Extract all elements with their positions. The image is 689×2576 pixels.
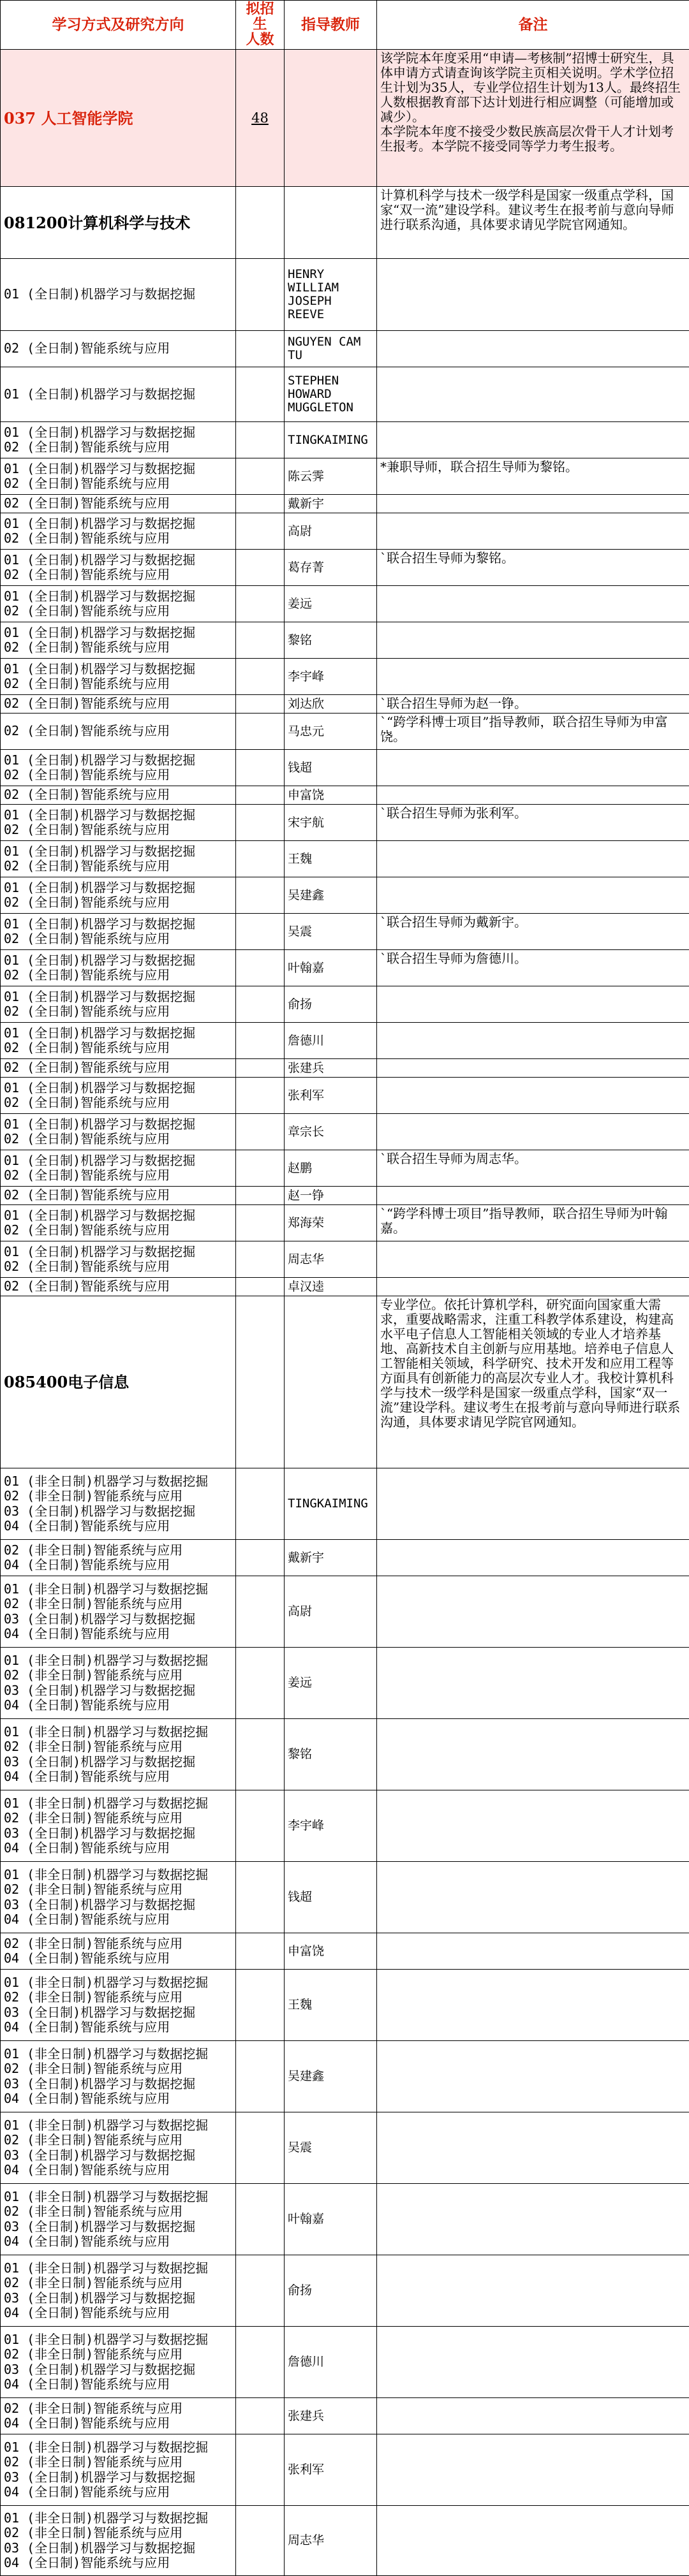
advisor-cell: 詹德川	[285, 2327, 377, 2398]
advisor-cell: 吴震	[285, 2112, 377, 2184]
advisor-cell: 卓汉逵	[285, 1278, 377, 1296]
advisor-cell: 赵鹏	[285, 1150, 377, 1187]
quota-cell	[236, 1278, 285, 1296]
research-direction-cell: 01 (全日制)机器学习与数据挖掘 02 (全日制)智能系统与应用	[1, 422, 236, 458]
remark-cell	[377, 1933, 689, 1970]
advisor-cell: 俞扬	[285, 2255, 377, 2327]
quota-cell	[236, 422, 285, 458]
advisor-cell: 王魏	[285, 841, 377, 877]
quota-cell	[236, 1187, 285, 1205]
quota-cell	[236, 586, 285, 622]
quota-cell	[236, 2255, 285, 2327]
research-direction-cell: 085400电子信息	[1, 1296, 236, 1468]
table-row	[1, 550, 689, 586]
advisor-cell: 钱超	[285, 1862, 377, 1933]
advisor-cell: 马忠元	[285, 714, 377, 750]
research-direction-cell: 01 (全日制)机器学习与数据挖掘 02 (全日制)智能系统与应用	[1, 1114, 236, 1150]
quota-cell	[236, 1205, 285, 1241]
research-direction-cell: 01 (全日制)机器学习与数据挖掘 02 (全日制)智能系统与应用	[1, 1078, 236, 1114]
table-row	[1, 586, 689, 622]
research-direction-cell: 01 (全日制)机器学习与数据挖掘 02 (全日制)智能系统与应用	[1, 586, 236, 622]
quota-cell	[236, 1023, 285, 1059]
header-remark: 备注	[377, 1, 689, 50]
research-direction-cell: 01 (全日制)机器学习与数据挖掘 02 (全日制)智能系统与应用	[1, 986, 236, 1023]
research-direction-cell: 01 (非全日制)机器学习与数据挖掘 02 (非全日制)智能系统与应用 03 (全日制)机器学习与数据挖掘 04 (全日制)智能系统与应用	[1, 1790, 236, 1862]
remark-cell	[377, 2112, 689, 2184]
advisor-cell: 张建兵	[285, 2398, 377, 2434]
advisor-cell	[285, 1296, 377, 1468]
research-direction-cell: 02 (全日制)智能系统与应用	[1, 695, 236, 714]
quota-cell	[236, 1296, 285, 1468]
table-row	[1, 1150, 689, 1187]
remark-cell: `联合招生导师为詹德川。	[377, 950, 689, 986]
advisor-cell	[285, 187, 377, 259]
advisor-cell: 宋宇航	[285, 805, 377, 841]
table-row	[1, 914, 689, 950]
remark-cell	[377, 2506, 689, 2576]
research-direction-cell: 01 (非全日制)机器学习与数据挖掘 02 (非全日制)智能系统与应用 03 (全日制)机器学习与数据挖掘 04 (全日制)智能系统与应用	[1, 2184, 236, 2255]
table-row	[1, 2255, 689, 2327]
quota-cell	[236, 2327, 285, 2398]
advisor-cell: 高尉	[285, 513, 377, 550]
table-row	[1, 1719, 689, 1790]
table-row	[1, 786, 689, 805]
quota-cell	[236, 714, 285, 750]
remark-cell	[377, 1648, 689, 1719]
table-row	[1, 714, 689, 750]
remark-cell: `联合招生导师为张利军。	[377, 805, 689, 841]
advisor-cell: 张利军	[285, 1078, 377, 1114]
remark-cell	[377, 1114, 689, 1150]
remark-cell	[377, 2184, 689, 2255]
research-direction-cell: 01 (全日制)机器学习与数据挖掘	[1, 259, 236, 331]
quota-cell	[236, 550, 285, 586]
remark-cell: `“跨学科博士项目”指导教师，联合招生导师为申富饶。	[377, 714, 689, 750]
quota-cell	[236, 367, 285, 422]
remark-cell: `联合招生导师为周志华。	[377, 1150, 689, 1187]
quota-cell	[236, 187, 285, 259]
remark-cell	[377, 422, 689, 458]
remark-cell	[377, 1540, 689, 1576]
research-direction-cell: 01 (全日制)机器学习与数据挖掘 02 (全日制)智能系统与应用	[1, 750, 236, 786]
remark-cell	[377, 1468, 689, 1540]
quota-cell	[236, 1059, 285, 1078]
table-row	[1, 877, 689, 914]
table-body	[1, 50, 689, 2576]
advisor-cell: 姜远	[285, 1648, 377, 1719]
quota-cell	[236, 950, 285, 986]
remark-cell	[377, 1970, 689, 2041]
table-row	[1, 513, 689, 550]
advisor-cell: 葛存菁	[285, 550, 377, 586]
advisor-cell: 钱超	[285, 750, 377, 786]
research-direction-cell: 01 (全日制)机器学习与数据挖掘	[1, 367, 236, 422]
advisor-cell: 吴震	[285, 914, 377, 950]
remark-cell	[377, 877, 689, 914]
remark-cell: *兼职导师，联合招生导师为黎铭。	[377, 458, 689, 495]
advisor-cell: 李宇峰	[285, 659, 377, 695]
advisor-cell: 赵一铮	[285, 1187, 377, 1205]
research-direction-cell: 01 (非全日制)机器学习与数据挖掘 02 (非全日制)智能系统与应用 03 (全日制)机器学习与数据挖掘 04 (全日制)智能系统与应用	[1, 2041, 236, 2112]
table-row	[1, 1205, 689, 1241]
table-row	[1, 1576, 689, 1648]
advisor-cell: 张利军	[285, 2434, 377, 2506]
table-row	[1, 1648, 689, 1719]
quota-cell	[236, 2506, 285, 2576]
table-row	[1, 1059, 689, 1078]
table-row	[1, 950, 689, 986]
research-direction-cell: 01 (全日制)机器学习与数据挖掘 02 (全日制)智能系统与应用	[1, 1205, 236, 1241]
advisor-cell: 叶翰嘉	[285, 950, 377, 986]
advisor-cell: 周志华	[285, 1241, 377, 1278]
remark-cell	[377, 1278, 689, 1296]
quota-value: 48	[251, 110, 269, 126]
remark-cell: `联合招生导师为戴新宇。	[377, 914, 689, 950]
quota-cell	[236, 1933, 285, 1970]
research-direction-cell: 02 (全日制)智能系统与应用	[1, 1059, 236, 1078]
remark-cell: `联合招生导师为赵一铮。	[377, 695, 689, 714]
research-direction-cell: 02 (全日制)智能系统与应用	[1, 786, 236, 805]
header-row	[1, 1, 689, 50]
table-row	[1, 750, 689, 786]
quota-cell	[236, 914, 285, 950]
research-direction-cell: 01 (非全日制)机器学习与数据挖掘 02 (非全日制)智能系统与应用 03 (全日制)机器学习与数据挖掘 04 (全日制)智能系统与应用	[1, 2112, 236, 2184]
advisor-cell: 詹德川	[285, 1023, 377, 1059]
advisor-cell: 郑海荣	[285, 1205, 377, 1241]
advisor-cell: STEPHEN HOWARD MUGGLETON	[285, 367, 377, 422]
table-row	[1, 1187, 689, 1205]
quota-cell	[236, 1241, 285, 1278]
remark-cell	[377, 1023, 689, 1059]
table-row	[1, 1078, 689, 1114]
quota-cell	[236, 458, 285, 495]
quota-cell	[236, 495, 285, 513]
table-row	[1, 2434, 689, 2506]
quota-cell	[236, 1862, 285, 1933]
remark-cell	[377, 1187, 689, 1205]
table-row	[1, 367, 689, 422]
research-direction-cell: 01 (全日制)机器学习与数据挖掘 02 (全日制)智能系统与应用	[1, 1023, 236, 1059]
research-direction-cell: 02 (非全日制)智能系统与应用 04 (全日制)智能系统与应用	[1, 1933, 236, 1970]
header-quota: 拟招生 人数	[236, 1, 285, 50]
advisor-cell: 吴建鑫	[285, 877, 377, 914]
advisor-cell: TINGKAIMING	[285, 422, 377, 458]
table-row	[1, 1790, 689, 1862]
quota-cell	[236, 1648, 285, 1719]
advisor-cell: 王魏	[285, 1970, 377, 2041]
research-direction-cell: 02 (全日制)智能系统与应用	[1, 495, 236, 513]
research-direction-cell: 01 (全日制)机器学习与数据挖掘 02 (全日制)智能系统与应用	[1, 1150, 236, 1187]
table-row	[1, 2398, 689, 2434]
major-row	[1, 1296, 689, 1468]
remark-cell	[377, 1790, 689, 1862]
quota-cell	[236, 986, 285, 1023]
remark-cell: 专业学位。依托计算机学科，研究面向国家重大需求，重要战略需求，注重工科教学体系建设，构建高水平电子信息人工智能相关领域的专业人才培养基地、高新技术自主创新与应用基地。培养电子信息人工智能相关领域，科学研究、技术开发和应用工程等方面具有创新能力的高层次专业人才。我校计算机科学与技术一级学科是国家一级重点学科，国家“双一流”建设学科。建议考生在报考前与意向导师进行联系沟通，具体要求请见学院官网通知。	[377, 1296, 689, 1468]
remark-cell	[377, 1719, 689, 1790]
advisor-cell: 周志华	[285, 2506, 377, 2576]
research-direction-cell: 01 (全日制)机器学习与数据挖掘 02 (全日制)智能系统与应用	[1, 458, 236, 495]
table-row	[1, 422, 689, 458]
quota-cell	[236, 331, 285, 367]
table-row	[1, 458, 689, 495]
research-direction-cell: 01 (非全日制)机器学习与数据挖掘 02 (非全日制)智能系统与应用 03 (全日制)机器学习与数据挖掘 04 (全日制)智能系统与应用	[1, 1648, 236, 1719]
quota-cell	[236, 1540, 285, 1576]
research-direction-cell: 01 (非全日制)机器学习与数据挖掘 02 (非全日制)智能系统与应用 03 (全日制)机器学习与数据挖掘 04 (全日制)智能系统与应用	[1, 2327, 236, 2398]
advisor-cell: 吴建鑫	[285, 2041, 377, 2112]
advisor-cell: 戴新宇	[285, 495, 377, 513]
remark-cell	[377, 331, 689, 367]
remark-cell	[377, 367, 689, 422]
advisor-cell: 申富饶	[285, 1933, 377, 1970]
table-row	[1, 1970, 689, 2041]
research-direction-cell: 01 (全日制)机器学习与数据挖掘 02 (全日制)智能系统与应用	[1, 622, 236, 659]
table-row	[1, 986, 689, 1023]
quota-cell	[236, 1576, 285, 1648]
remark-cell	[377, 986, 689, 1023]
research-direction-cell: 01 (全日制)机器学习与数据挖掘 02 (全日制)智能系统与应用	[1, 513, 236, 550]
research-direction-cell: 01 (非全日制)机器学习与数据挖掘 02 (非全日制)智能系统与应用 03 (全日制)机器学习与数据挖掘 04 (全日制)智能系统与应用	[1, 1468, 236, 1540]
quota-cell	[236, 2184, 285, 2255]
remark-cell	[377, 495, 689, 513]
research-direction-cell: 01 (非全日制)机器学习与数据挖掘 02 (非全日制)智能系统与应用 03 (全日制)机器学习与数据挖掘 04 (全日制)智能系统与应用	[1, 1862, 236, 1933]
remark-cell: 计算机科学与技术一级学科是国家一级重点学科，国家“双一流”建设学科。建议考生在报考前与意向导师进行联系沟通，具体要求请见学院官网通知。	[377, 187, 689, 259]
remark-cell	[377, 2327, 689, 2398]
advisor-cell: 陈云霁	[285, 458, 377, 495]
quota-cell	[236, 513, 285, 550]
remark-cell	[377, 659, 689, 695]
advisor-cell: 张建兵	[285, 1059, 377, 1078]
advisor-cell: 章宗长	[285, 1114, 377, 1150]
research-direction-cell: 02 (全日制)智能系统与应用	[1, 331, 236, 367]
header-direction: 学习方式及研究方向	[1, 1, 236, 50]
header-advisor: 指导教师	[285, 1, 377, 50]
quota-cell	[236, 2434, 285, 2506]
quota-cell	[236, 805, 285, 841]
research-direction-cell: 01 (全日制)机器学习与数据挖掘 02 (全日制)智能系统与应用	[1, 550, 236, 586]
quota-cell	[236, 750, 285, 786]
remark-cell	[377, 1241, 689, 1278]
table-row	[1, 695, 689, 714]
quota-cell	[236, 259, 285, 331]
remark-cell	[377, 1862, 689, 1933]
quota-cell	[236, 2398, 285, 2434]
advisor-cell: 黎铭	[285, 622, 377, 659]
table-row	[1, 495, 689, 513]
quota-cell	[236, 1078, 285, 1114]
table-row	[1, 2112, 689, 2184]
advisor-cell: TINGKAIMING	[285, 1468, 377, 1540]
research-direction-cell: 081200计算机科学与技术	[1, 187, 236, 259]
research-direction-cell: 01 (全日制)机器学习与数据挖掘 02 (全日制)智能系统与应用	[1, 841, 236, 877]
table-row	[1, 1023, 689, 1059]
quota-cell	[236, 50, 285, 187]
remark-cell	[377, 750, 689, 786]
table-row	[1, 1540, 689, 1576]
research-direction-cell: 01 (全日制)机器学习与数据挖掘 02 (全日制)智能系统与应用	[1, 877, 236, 914]
research-direction-cell: 01 (全日制)机器学习与数据挖掘 02 (全日制)智能系统与应用	[1, 659, 236, 695]
advisor-cell: 刘达欣	[285, 695, 377, 714]
research-direction-cell: 01 (全日制)机器学习与数据挖掘 02 (全日制)智能系统与应用	[1, 1241, 236, 1278]
remark-cell	[377, 841, 689, 877]
table-row	[1, 259, 689, 331]
quota-cell	[236, 1150, 285, 1187]
quota-cell	[236, 1114, 285, 1150]
table-row	[1, 622, 689, 659]
quota-cell	[236, 1970, 285, 2041]
advisor-cell	[285, 50, 377, 187]
quota-cell	[236, 877, 285, 914]
table-row	[1, 2041, 689, 2112]
research-direction-cell: 01 (全日制)机器学习与数据挖掘 02 (全日制)智能系统与应用	[1, 914, 236, 950]
research-direction-cell: 01 (全日制)机器学习与数据挖掘 02 (全日制)智能系统与应用	[1, 805, 236, 841]
table-row	[1, 1114, 689, 1150]
advisor-cell: NGUYEN CAM TU	[285, 331, 377, 367]
quota-cell	[236, 622, 285, 659]
remark-cell	[377, 2434, 689, 2506]
remark-cell	[377, 1059, 689, 1078]
research-direction-cell: 01 (非全日制)机器学习与数据挖掘 02 (非全日制)智能系统与应用 03 (全日制)机器学习与数据挖掘 04 (全日制)智能系统与应用	[1, 1576, 236, 1648]
research-direction-cell: 02 (全日制)智能系统与应用	[1, 1187, 236, 1205]
quota-cell	[236, 2041, 285, 2112]
advisor-cell: 申富饶	[285, 786, 377, 805]
research-direction-cell: 037 人工智能学院	[1, 50, 236, 187]
remark-cell	[377, 622, 689, 659]
advisor-cell: 黎铭	[285, 1719, 377, 1790]
research-direction-cell: 01 (非全日制)机器学习与数据挖掘 02 (非全日制)智能系统与应用 03 (全日制)机器学习与数据挖掘 04 (全日制)智能系统与应用	[1, 1719, 236, 1790]
remark-cell	[377, 259, 689, 331]
table-row	[1, 841, 689, 877]
advisor-cell: 叶翰嘉	[285, 2184, 377, 2255]
advisor-cell: HENRY WILLIAM JOSEPH REEVE	[285, 259, 377, 331]
remark-cell	[377, 1576, 689, 1648]
remark-cell	[377, 513, 689, 550]
remark-cell	[377, 2255, 689, 2327]
table-row	[1, 2184, 689, 2255]
table-row	[1, 1862, 689, 1933]
quota-cell	[236, 786, 285, 805]
research-direction-cell: 02 (非全日制)智能系统与应用 04 (全日制)智能系统与应用	[1, 1540, 236, 1576]
research-direction-cell: 01 (非全日制)机器学习与数据挖掘 02 (非全日制)智能系统与应用 03 (全日制)机器学习与数据挖掘 04 (全日制)智能系统与应用	[1, 2506, 236, 2576]
advisor-cell: 戴新宇	[285, 1540, 377, 1576]
research-direction-cell: 01 (非全日制)机器学习与数据挖掘 02 (非全日制)智能系统与应用 03 (全日制)机器学习与数据挖掘 04 (全日制)智能系统与应用	[1, 2255, 236, 2327]
quota-cell	[236, 841, 285, 877]
research-direction-cell: 02 (全日制)智能系统与应用	[1, 1278, 236, 1296]
research-direction-cell: 01 (非全日制)机器学习与数据挖掘 02 (非全日制)智能系统与应用 03 (全日制)机器学习与数据挖掘 04 (全日制)智能系统与应用	[1, 2434, 236, 2506]
table-row	[1, 805, 689, 841]
research-direction-cell: 01 (全日制)机器学习与数据挖掘 02 (全日制)智能系统与应用	[1, 950, 236, 986]
remark-cell	[377, 2398, 689, 2434]
research-direction-cell: 01 (非全日制)机器学习与数据挖掘 02 (非全日制)智能系统与应用 03 (全日制)机器学习与数据挖掘 04 (全日制)智能系统与应用	[1, 1970, 236, 2041]
quota-cell	[236, 1790, 285, 1862]
table-row	[1, 659, 689, 695]
table-row	[1, 1278, 689, 1296]
remark-cell: `“跨学科博士项目”指导教师，联合招生导师为叶翰嘉。	[377, 1205, 689, 1241]
college-row	[1, 50, 689, 187]
remark-cell: `联合招生导师为黎铭。	[377, 550, 689, 586]
advisor-cell: 姜远	[285, 586, 377, 622]
table-row	[1, 1933, 689, 1970]
advisor-cell: 高尉	[285, 1576, 377, 1648]
remark-cell	[377, 2041, 689, 2112]
major-row	[1, 187, 689, 259]
remark-cell	[377, 1078, 689, 1114]
remark-cell	[377, 786, 689, 805]
quota-cell	[236, 695, 285, 714]
research-direction-cell: 02 (非全日制)智能系统与应用 04 (全日制)智能系统与应用	[1, 2398, 236, 2434]
table-row	[1, 1468, 689, 1540]
research-direction-cell: 02 (全日制)智能系统与应用	[1, 714, 236, 750]
table-row	[1, 1241, 689, 1278]
quota-cell	[236, 1468, 285, 1540]
advisor-cell: 俞扬	[285, 986, 377, 1023]
remark-cell	[377, 586, 689, 622]
table-row	[1, 331, 689, 367]
quota-cell	[236, 1719, 285, 1790]
quota-cell	[236, 2112, 285, 2184]
advisor-cell: 李宇峰	[285, 1790, 377, 1862]
table-row	[1, 2506, 689, 2576]
table-row	[1, 2327, 689, 2398]
remark-cell: 该学院本年度采用“申请—考核制”招博士研究生，具体申请方式请查询该学院主页相关说明。学术学位招生计划为35人，专业学位招生计划为13人。最终招生人数根据教育部下达计划进行相应调整（可能增加或减少）。 本学院本年度不接受少数民族高层次骨干人才计划考生报考。本学院不接受同等学力考生报考。	[377, 50, 689, 187]
quota-cell	[236, 659, 285, 695]
